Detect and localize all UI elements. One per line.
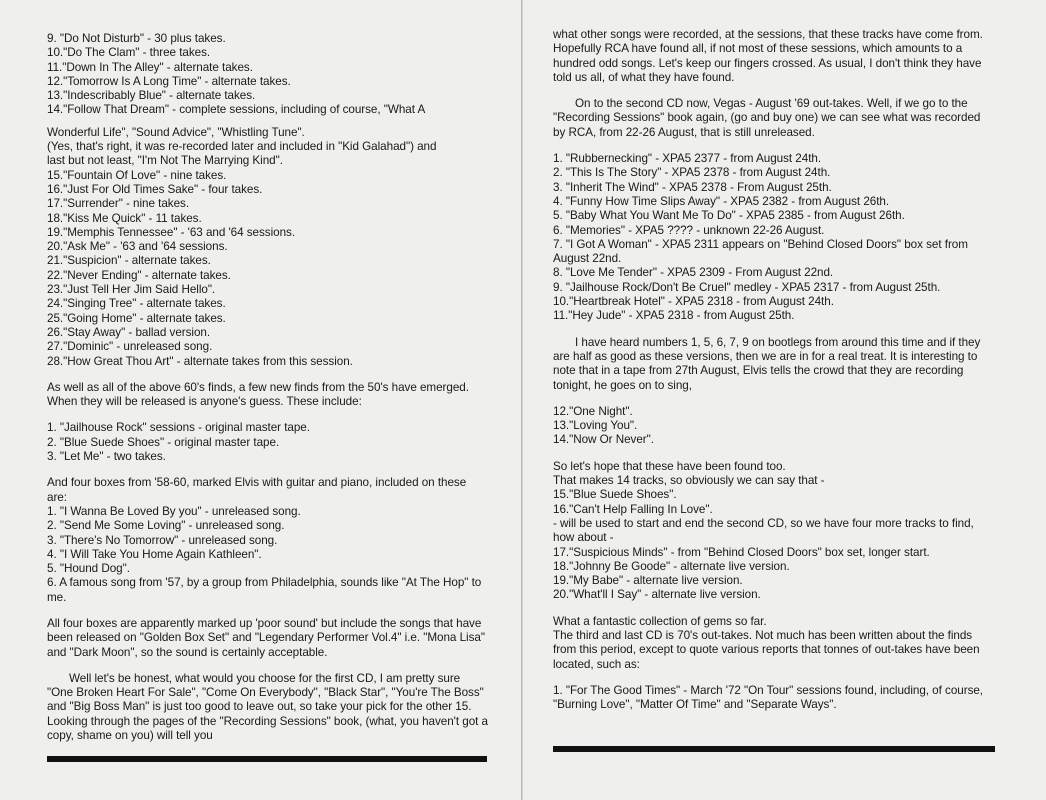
paragraph-second-cd: On to the second CD now, Vegas - August '69 out-takes. Well, if we go to the "Recording Sessions" book again, (go and buy one) we can see what was recorded by RCA, from 22-26 August, that is still unreleased.	[553, 97, 981, 139]
list-item: Wonderful Life", "Sound Advice", "Whistling Tune".	[47, 125, 305, 139]
paragraph-line: That makes 14 tracks, so obviously we can say that -	[553, 474, 825, 488]
list-item: 2. "Blue Suede Shoes" - original master tape.	[47, 435, 280, 449]
list-item: 10."Heartbreak Hotel" - XPA5 2318 - from August 24th.	[553, 295, 834, 309]
list-item: 2. "Send Me Some Loving" - unreleased song.	[47, 519, 285, 533]
left-page	[0, 0, 522, 800]
list-item: 21."Suspicion" - alternate takes.	[47, 254, 211, 268]
list-item: 23."Just Tell Her Jim Said Hello".	[47, 283, 216, 297]
list-item: 1. "Rubbernecking" - XPA5 2377 - from August 24th.	[553, 152, 822, 166]
list-item: last but not least, "I'm Not The Marrying Kind".	[47, 154, 283, 168]
paragraph-bootlegs: I have heard numbers 1, 5, 6, 7, 9 on bootlegs from around this time and if they are half as good as these versions, then we are in for a real treat. It is interesting to note that in a tape from 27th August, Elvis tells the crowd that they are recording tonight, he goes on to sing,	[553, 335, 981, 392]
list-item: 13."Loving You".	[553, 419, 638, 433]
list-item: 17."Suspicious Minds" - from "Behind Closed Doors" box set, longer start.	[553, 545, 930, 559]
list-item: 27."Dominic" - unreleased song.	[47, 340, 213, 354]
list-item: 6. "Memories" - XPA5 ???? - unknown 22-26 August.	[553, 223, 825, 237]
list-item: 3. "Let Me" - two takes.	[47, 450, 166, 464]
list-item: 16."Can't Help Falling In Love".	[553, 502, 713, 516]
page-rule	[47, 756, 487, 762]
fifties-list	[47, 421, 489, 464]
sixties-song-list	[47, 32, 489, 369]
list-item: 25."Going Home" - alternate takes.	[47, 311, 226, 325]
list-item: 24."Singing Tree" - alternate takes.	[47, 297, 226, 311]
list-item: 1. "I Wanna Be Loved By you" - unreleased song.	[47, 504, 301, 518]
list-item: 10."Do The Clam" - three takes.	[47, 46, 211, 60]
paragraph-poor-sound: All four boxes are apparently marked up 'poor sound' but include the songs that have been released on "Golden Box Set" and "Legendary Performer Vol.4" i.e. "Mona Lisa" and "Dark Moon", so the sound is certainly acceptable.	[47, 616, 485, 659]
list-item: (Yes, that's right, it was re-recorded later and included in "Kid Galahad") and	[47, 140, 437, 154]
page-rule	[553, 746, 995, 752]
list-item: 19."My Babe" - alternate live version.	[553, 574, 743, 588]
list-item: 4. "I Will Take You Home Again Kathleen".	[47, 547, 262, 561]
paragraph-line: The third and last CD is 70's out-takes. Not much has been written about the finds from this period, except to quote various reports that tonnes of out-takes have been located, such as:	[553, 628, 980, 671]
list-item: 11."Down In The Alley" - alternate takes.	[47, 60, 253, 74]
list-item: 22."Never Ending" - alternate takes.	[47, 268, 231, 282]
paragraph-continued: what other songs were recorded, at the sessions, that these tracks have come from. Hopefully RCA have found all, if not most of these sessions, which amounts to a hundred odd songs. Let's keep our fingers crossed. As usual, I don't think they have told us all, of what they have found.	[553, 28, 983, 84]
paragraph-line: - will be used to start and end the second CD, so we have four more tracks to find, how about -	[553, 516, 974, 545]
list-item: 9. "Do Not Disturb" - 30 plus takes.	[47, 32, 226, 45]
list-item: 5. "Baby What You Want Me To Do" - XPA5 2385 - from August 26th.	[553, 209, 905, 223]
list-item: 20."What'll I Say" - alternate live version.	[553, 588, 761, 602]
list-item: 19."Memphis Tennessee" - '63 and '64 sessions.	[47, 225, 296, 239]
list-item: 1. "For The Good Times" - March '72 "On Tour" sessions found, including, of course, "Burning Love", "Matter Of Time" and "Separate Ways".	[553, 683, 984, 712]
list-item: 7. "I Got A Woman" - XPA5 2311 appears on "Behind Closed Doors" box set from August 22nd.	[553, 237, 968, 266]
list-item: 4. "Funny How Time Slips Away" - XPA5 2382 - from August 26th.	[553, 194, 890, 208]
list-item: 14."Follow That Dream" - complete sessions, including of course, "What A	[47, 103, 426, 117]
list-item: 17."Surrender" - nine takes.	[47, 197, 190, 211]
paragraph-line: What a fantastic collection of gems so far.	[553, 614, 767, 628]
third-cd-section	[553, 615, 995, 672]
list-item: 5. "Hound Dog".	[47, 562, 130, 576]
list-item: 8. "Love Me Tender" - XPA5 2309 - From August 22nd.	[553, 266, 834, 280]
list-item: 14."Now Or Never".	[553, 433, 654, 447]
right-page	[523, 0, 1046, 800]
list-item: 26."Stay Away" - ballad version.	[47, 325, 211, 339]
paragraph-first-cd: Well let's be honest, what would you choose for the first CD, I am pretty sure "One Broken Heart For Sale", "Come On Everybody", "Black Star", "You're The Boss" and "Big Boss Man" is just too good to leave out, so take your pick for the other 15. Looking through the pages of the "Recording Sessions" book, (what, you haven't got a copy, shame on you) will tell you	[47, 671, 489, 743]
list-item: 20."Ask Me" - '63 and '64 sessions.	[47, 240, 228, 254]
found-section	[553, 460, 995, 603]
paragraph-boxes: And four boxes from '58-60, marked Elvis with guitar and piano, included on these are:	[47, 476, 467, 504]
right-column	[553, 28, 995, 712]
list-item: 3. "Inherit The Wind" - XPA5 2378 - From August 25th.	[553, 180, 832, 194]
list-item: 11."Hey Jude" - XPA5 2318 - from August 25th.	[553, 309, 795, 323]
list-item: 9. "Jailhouse Rock/Don't Be Cruel" medley - XPA5 2317 - from August 25th.	[553, 280, 941, 294]
list-item: 12."Tomorrow Is A Long Time" - alternate takes.	[47, 74, 291, 88]
list-item: 16."Just For Old Times Sake" - four takes.	[47, 182, 263, 196]
vegas-list	[553, 152, 995, 324]
list-item: 15."Blue Suede Shoes".	[553, 488, 677, 502]
list-item: 2. "This Is The Story" - XPA5 2378 - from August 24th.	[553, 166, 831, 180]
list-item: 3. "There's No Tomorrow" - unreleased song.	[47, 533, 278, 547]
list-item: 18."Kiss Me Quick" - 11 takes.	[47, 211, 202, 225]
paragraph-fifties: As well as all of the above 60's finds, a few new finds from the 50's have emerged. When they will be released is anyone's guess. These include:	[47, 380, 469, 409]
paragraph-line: So let's hope that these have been found too.	[553, 459, 786, 473]
boxes-list	[47, 505, 489, 605]
list-item: 6. A famous song from '57, by a group from Philadelphia, sounds like "At The Hop" to me.	[47, 576, 482, 604]
list-item: 13."Indescribably Blue" - alternate takes.	[47, 89, 256, 103]
left-column	[47, 32, 489, 743]
list-item: 15."Fountain Of Love" - nine takes.	[47, 168, 227, 182]
list-item: 18."Johnny Be Goode" - alternate live version.	[553, 559, 790, 573]
list-item: 28."How Great Thou Art" - alternate takes from this session.	[47, 354, 353, 368]
list-item: 1. "Jailhouse Rock" sessions - original master tape.	[47, 421, 310, 435]
list-item: 12."One Night".	[553, 404, 633, 418]
sing-list	[553, 405, 995, 448]
